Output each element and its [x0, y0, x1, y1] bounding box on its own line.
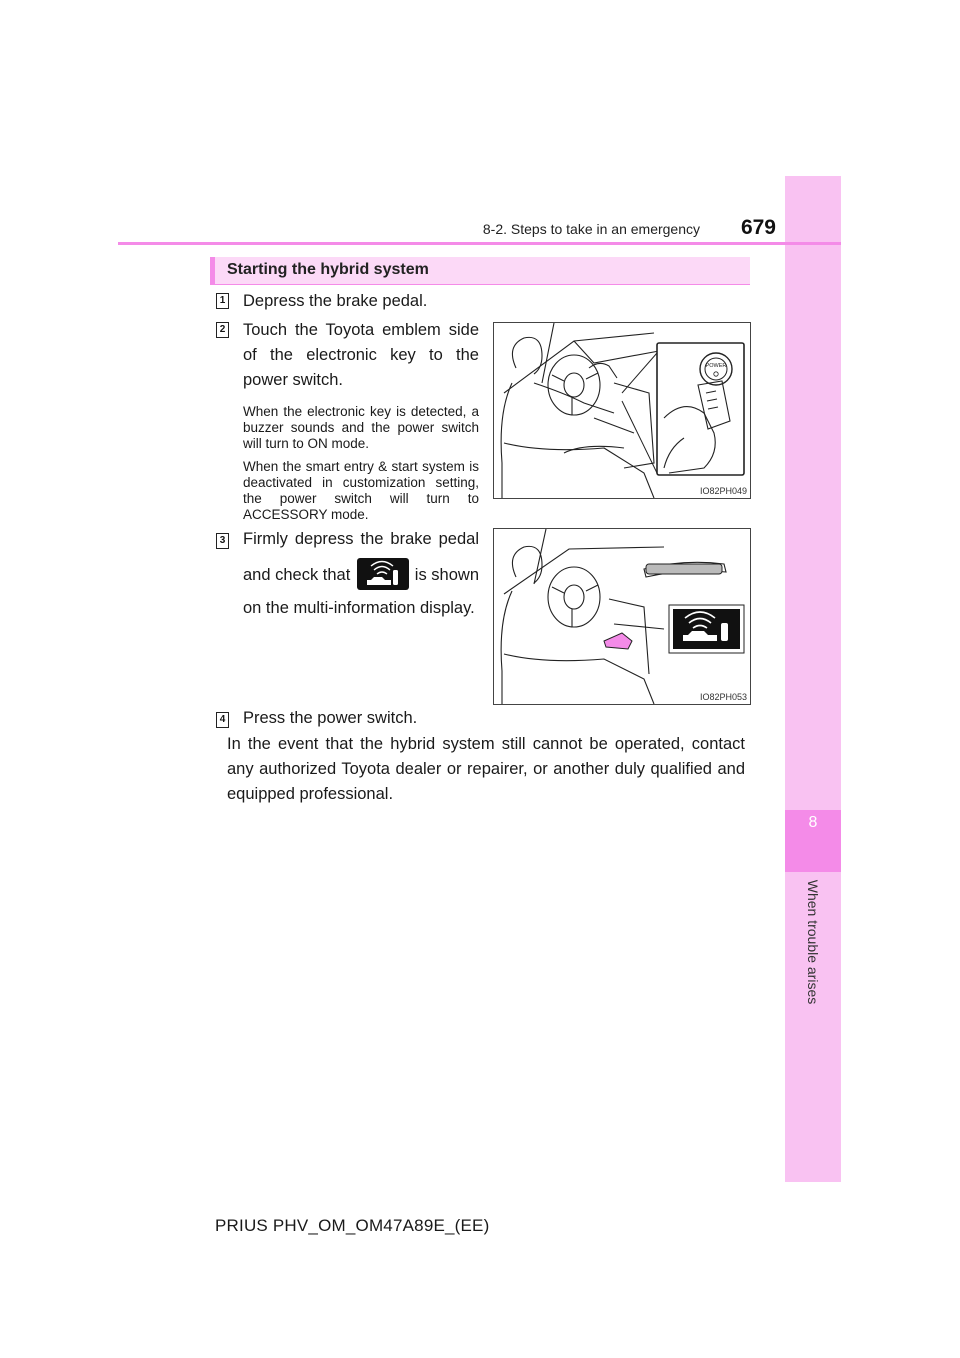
step-4-text: Press the power switch.: [243, 709, 418, 727]
step-2-note-1: When the electronic key is detected, a buzzer sounds and the power switch will turn to ON mode.: [243, 404, 479, 451]
driver-touching-key-illustration: [494, 323, 750, 498]
chapter-side-tab: [785, 176, 841, 1182]
driver-checking-display-illustration: [494, 529, 750, 704]
running-header: 8-2. Steps to take in an emergency: [482, 221, 700, 237]
chapter-title-vertical: [785, 872, 841, 1012]
chapter-number: 8: [785, 810, 841, 872]
step-2-line: power switch.: [243, 371, 343, 389]
step-3-text-after-icon: is shown: [414, 566, 479, 584]
smart-key-detected-icon: [357, 558, 409, 590]
chapter-title: When trouble arises: [805, 879, 821, 1005]
closing-paragraph: In the event that the hybrid system still cannot be operated, contact any authorized Toyota dealer or repairer, or another duly qualified and equipped professional.: [227, 735, 745, 803]
step-3-text-before-icon: and check that: [243, 566, 351, 584]
step-2-line: of the electronic key to the: [243, 346, 479, 364]
figure-touch-key-to-power-switch: [493, 322, 751, 499]
step-2-line: Touch the Toyota emblem side: [243, 321, 479, 339]
power-button-label: POWER: [705, 363, 727, 369]
section-heading: [210, 257, 750, 285]
step-number-1: 1: [216, 293, 229, 309]
step-3-text: [243, 527, 479, 621]
step-2-text: [243, 318, 479, 523]
step-3-line-with-icon: [243, 556, 479, 594]
step-number-2: 2: [216, 322, 229, 338]
model-code-footer: PRIUS PHV_OM_OM47A89E_(EE): [215, 1216, 490, 1235]
step-3-line: on the multi-information display.: [243, 599, 475, 617]
step-3-line: Firmly depress the brake pedal: [243, 530, 479, 548]
section-title: Starting the hybrid system: [227, 261, 429, 278]
page-number: 679: [740, 216, 776, 239]
step-1-text: Depress the brake pedal.: [243, 292, 428, 310]
figure-code: IO82PH053: [699, 692, 747, 702]
step-number-3: 3: [216, 533, 229, 549]
header-divider: [118, 242, 841, 245]
figure-multi-information-display: [493, 528, 751, 705]
step-number-4: 4: [216, 712, 229, 728]
step-2-note-2: When the smart entry & start system is deactivated in customization setting, the power switch will turn to ACCESSORY mode.: [243, 459, 479, 522]
figure-code: IO82PH049: [699, 486, 747, 496]
